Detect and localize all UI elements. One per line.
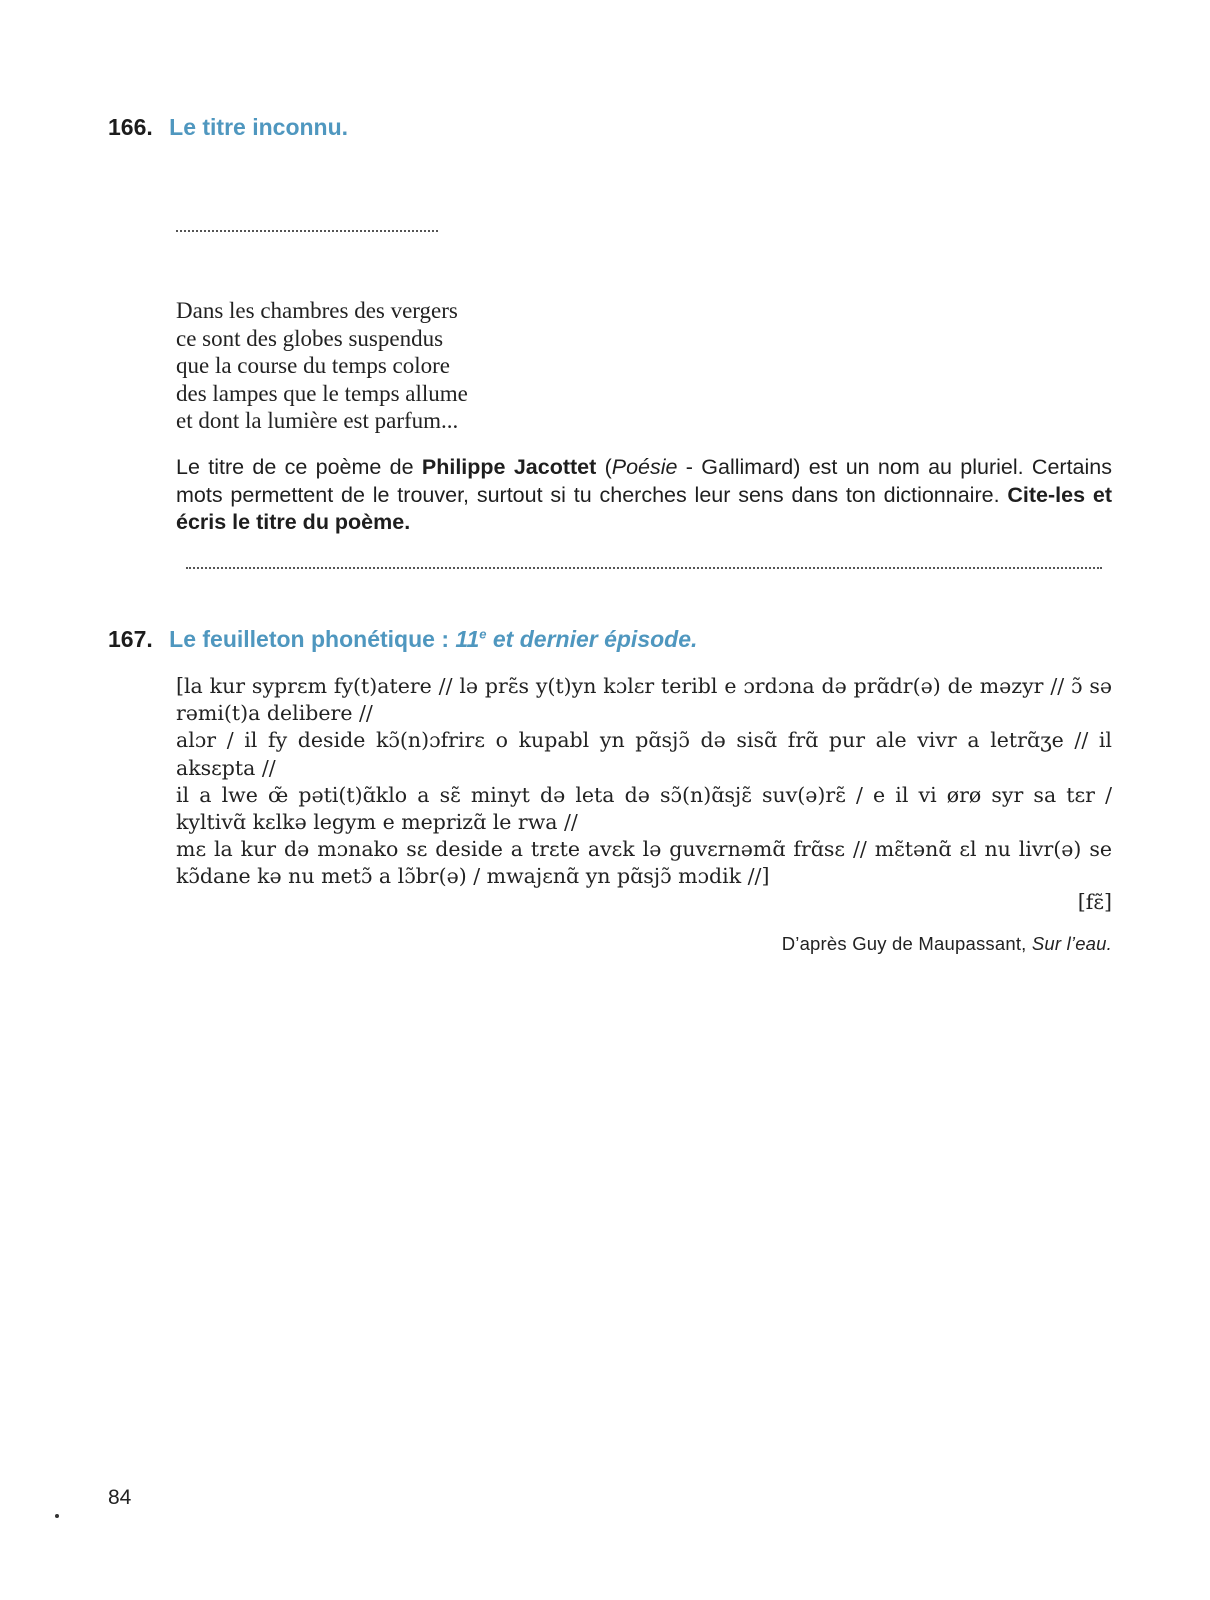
print-speck (55, 1514, 59, 1518)
episode-number: 11 (455, 626, 480, 652)
source-author: D’après Guy de Maupassant, (781, 933, 1032, 954)
instruction-text: - Gallimard) est un nom au pluriel. Certains mots permettent de le trouver, surtout si tu cherches leur sens dans ton dictionnaire. (176, 455, 1112, 507)
title-text: Le feuilleton phonétique : (169, 626, 456, 652)
answer-line-title[interactable] (176, 230, 438, 232)
exercise-167-heading (108, 625, 697, 653)
exercise-number: 167. (108, 626, 153, 652)
phonetic-paragraph: [la kur syprɛm fy(t)atere // lə prɛ̃s y(t)yn kɔlɛr teribl e ɔrdɔna də prɑ̃dr(ə) de məzyr // ɔ̃ sə rəmi(t)a delibere // (176, 674, 1112, 726)
poem (176, 297, 468, 435)
title-rest: et dernier épisode. (486, 626, 698, 652)
phonetic-paragraph: mɛ la kur də mɔnako sɛ deside a trɛte avɛk lə guvɛrnəmɑ̃ frɑ̃sɛ // mɛ̃tənɑ̃ ɛl nu livr(ə) se kɔ̃dane kə nu metɔ̃ a lɔ̃br(ə) / mwajɛnɑ̃ yn pɑ̃sjɔ̃ mɔdik //] (176, 837, 1112, 889)
phonetic-transcription (176, 673, 1112, 891)
exercise-166-instruction (176, 454, 1112, 537)
episode-ordinal: e (479, 626, 487, 642)
poem-line: des lampes que le temps allume (176, 380, 468, 406)
author-name: Philippe Jacottet (421, 455, 597, 479)
exercise-title (169, 626, 697, 652)
poem-line: ce sont des globes suspendus (176, 325, 444, 351)
exercise-title: Le titre inconnu. (169, 114, 349, 140)
poem-line: et dont la lumière est parfum... (176, 408, 459, 433)
source-citation (782, 933, 1112, 955)
phonetic-paragraph: il a lwe œ̃ pəti(t)ɑ̃klo a sɛ̃ minyt də leta də sɔ̃(n)ɑ̃sjɛ̃ suv(ə)rɛ̃ / e il vi ørø syr sa tɛr / kyltivɑ̃ kɛlkə legym e meprizɑ̃ le rwa // (176, 782, 1112, 835)
answer-line-words[interactable] (186, 567, 1102, 569)
exercise-number: 166. (108, 114, 153, 140)
poem-line: que la course du temps colore (176, 353, 450, 378)
source-title: Sur l’eau. (1031, 933, 1112, 954)
page-number: 84 (108, 1486, 132, 1509)
poem-line: Dans les chambres des vergers (176, 298, 458, 323)
exercise-166-heading (108, 113, 348, 141)
instruction-text: ( (596, 455, 612, 479)
ipa-note: [fɛ̃] (1077, 890, 1112, 914)
phonetic-paragraph: alɔr / il fy deside kɔ̃(n)ɔfrirɛ o kupabl yn pɑ̃sjɔ̃ də sisɑ̃ frɑ̃ pur ale vivr a letrɑ̃ʒe // il aksɛpta // (176, 728, 1112, 780)
instruction-task: Cite-les et écris le titre du poème. (176, 482, 1112, 534)
work-title: Poésie (611, 455, 678, 479)
instruction-text: Le titre de ce poème de (176, 455, 422, 479)
